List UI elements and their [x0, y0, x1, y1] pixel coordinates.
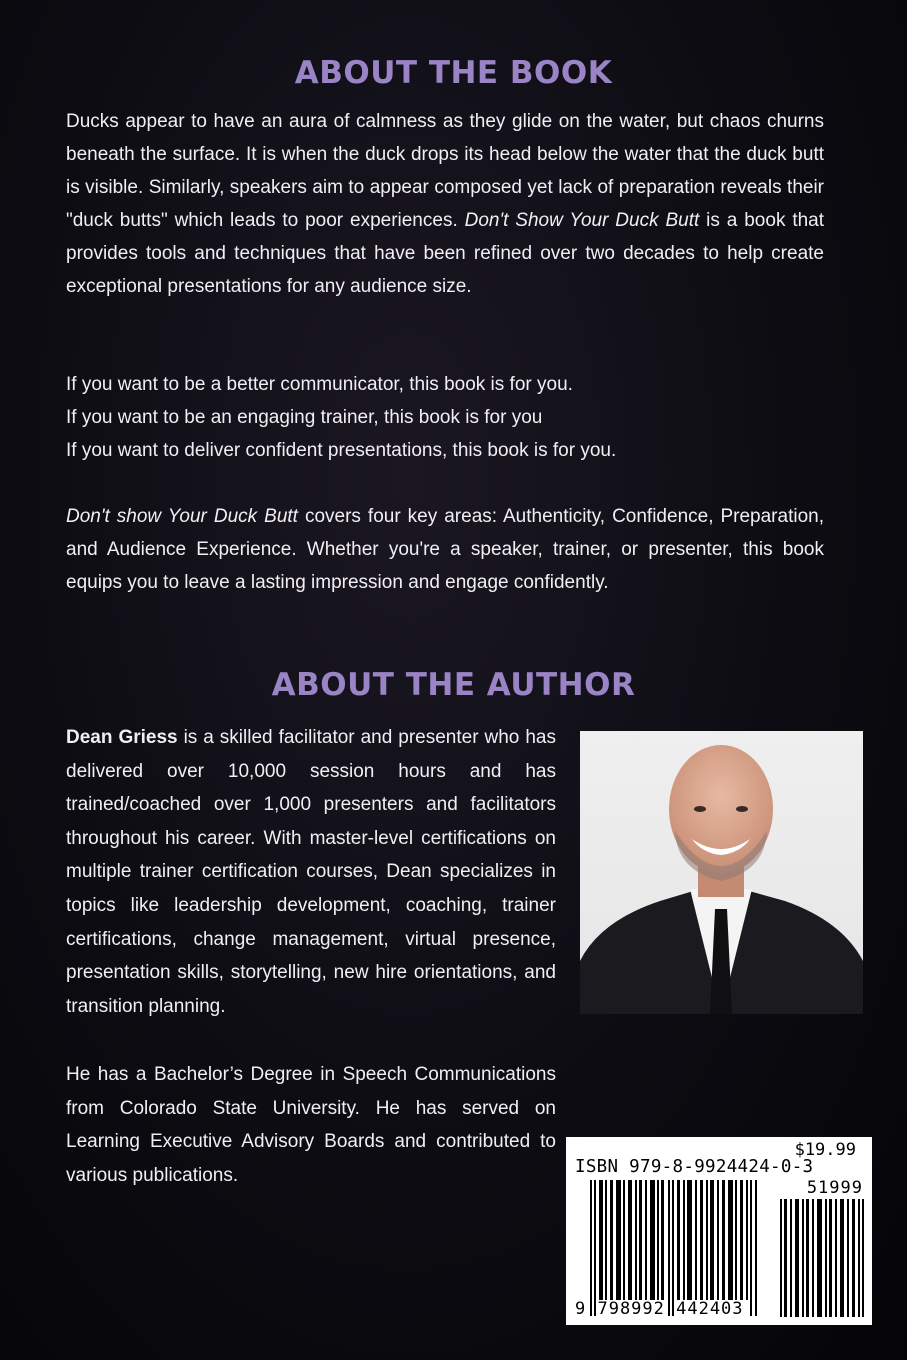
book-title: Don't Show Your Duck Butt	[464, 210, 700, 231]
isbn-barcode	[566, 1137, 872, 1325]
author-name: Dean Griess	[66, 727, 178, 748]
ean-barcode-bars	[590, 1180, 760, 1316]
benefit-line: If you want to be a better communicator, this book is for you.	[66, 374, 573, 395]
addon-barcode-bars	[780, 1199, 864, 1317]
isbn-number: ISBN 979-8-9924424-0-3	[575, 1157, 814, 1177]
author-bio-text: is a skilled facilitator and presenter who has delivered over 10,000 session hours and has trained/coached over 1,000 presenters and facilitators throughout his career. With master-level certifications on multiple trainer certification courses, Dean specializes in topics like leadership development, coaching, trainer certifications, change management, virtual presence, presentation skills, storytelling, new hire orientations, and transition planning.	[66, 727, 556, 1017]
price-addon-code: 51999	[806, 1178, 863, 1198]
about-book-text: Ducks appear to have an aura of calmness as they glide on the water, but chaos churns beneath the surface. It is when the duck drops its head below the water that the duck butt is visible. Similarly, speakers aim to appear composed yet lack of preparation reveals their "duck butts" which leads to poor experiences.	[66, 111, 824, 231]
about-book-heading: ABOUT THE BOOK	[294, 55, 613, 91]
benefit-line: If you want to be an engaging trainer, this book is for you	[66, 407, 543, 428]
author-degree-text: He has a Bachelor’s Degree in Speech Communications from Colorado State University. He has served on Learning Executive Advisory Boards and contributed to various publications.	[66, 1064, 556, 1186]
author-portrait-image	[580, 731, 863, 1014]
author-photo	[580, 731, 863, 1014]
price-label: $19.99	[794, 1140, 856, 1160]
key-areas-paragraph	[66, 500, 824, 599]
about-author-heading: ABOUT THE AUTHOR	[271, 667, 636, 703]
benefit-line: If you want to deliver confident presentations, this book is for you.	[66, 440, 617, 461]
key-areas-text: covers four key areas: Authenticity, Confidence, Preparation, and Audience Experience. Whether you're a speaker, trainer, or presenter, this book equips you to leave a lasting impression and engage confidently.	[66, 506, 824, 593]
book-title: Don't show Your Duck Butt	[66, 506, 298, 527]
about-book-text-rest: is a book that provides tools and techniques that have been refined over two decades to help create exceptional presentations for any audience size.	[66, 210, 825, 297]
ean-number: 9 798992 442403	[575, 1299, 744, 1319]
author-bio	[66, 721, 556, 1023]
about-book-paragraph	[66, 105, 824, 303]
